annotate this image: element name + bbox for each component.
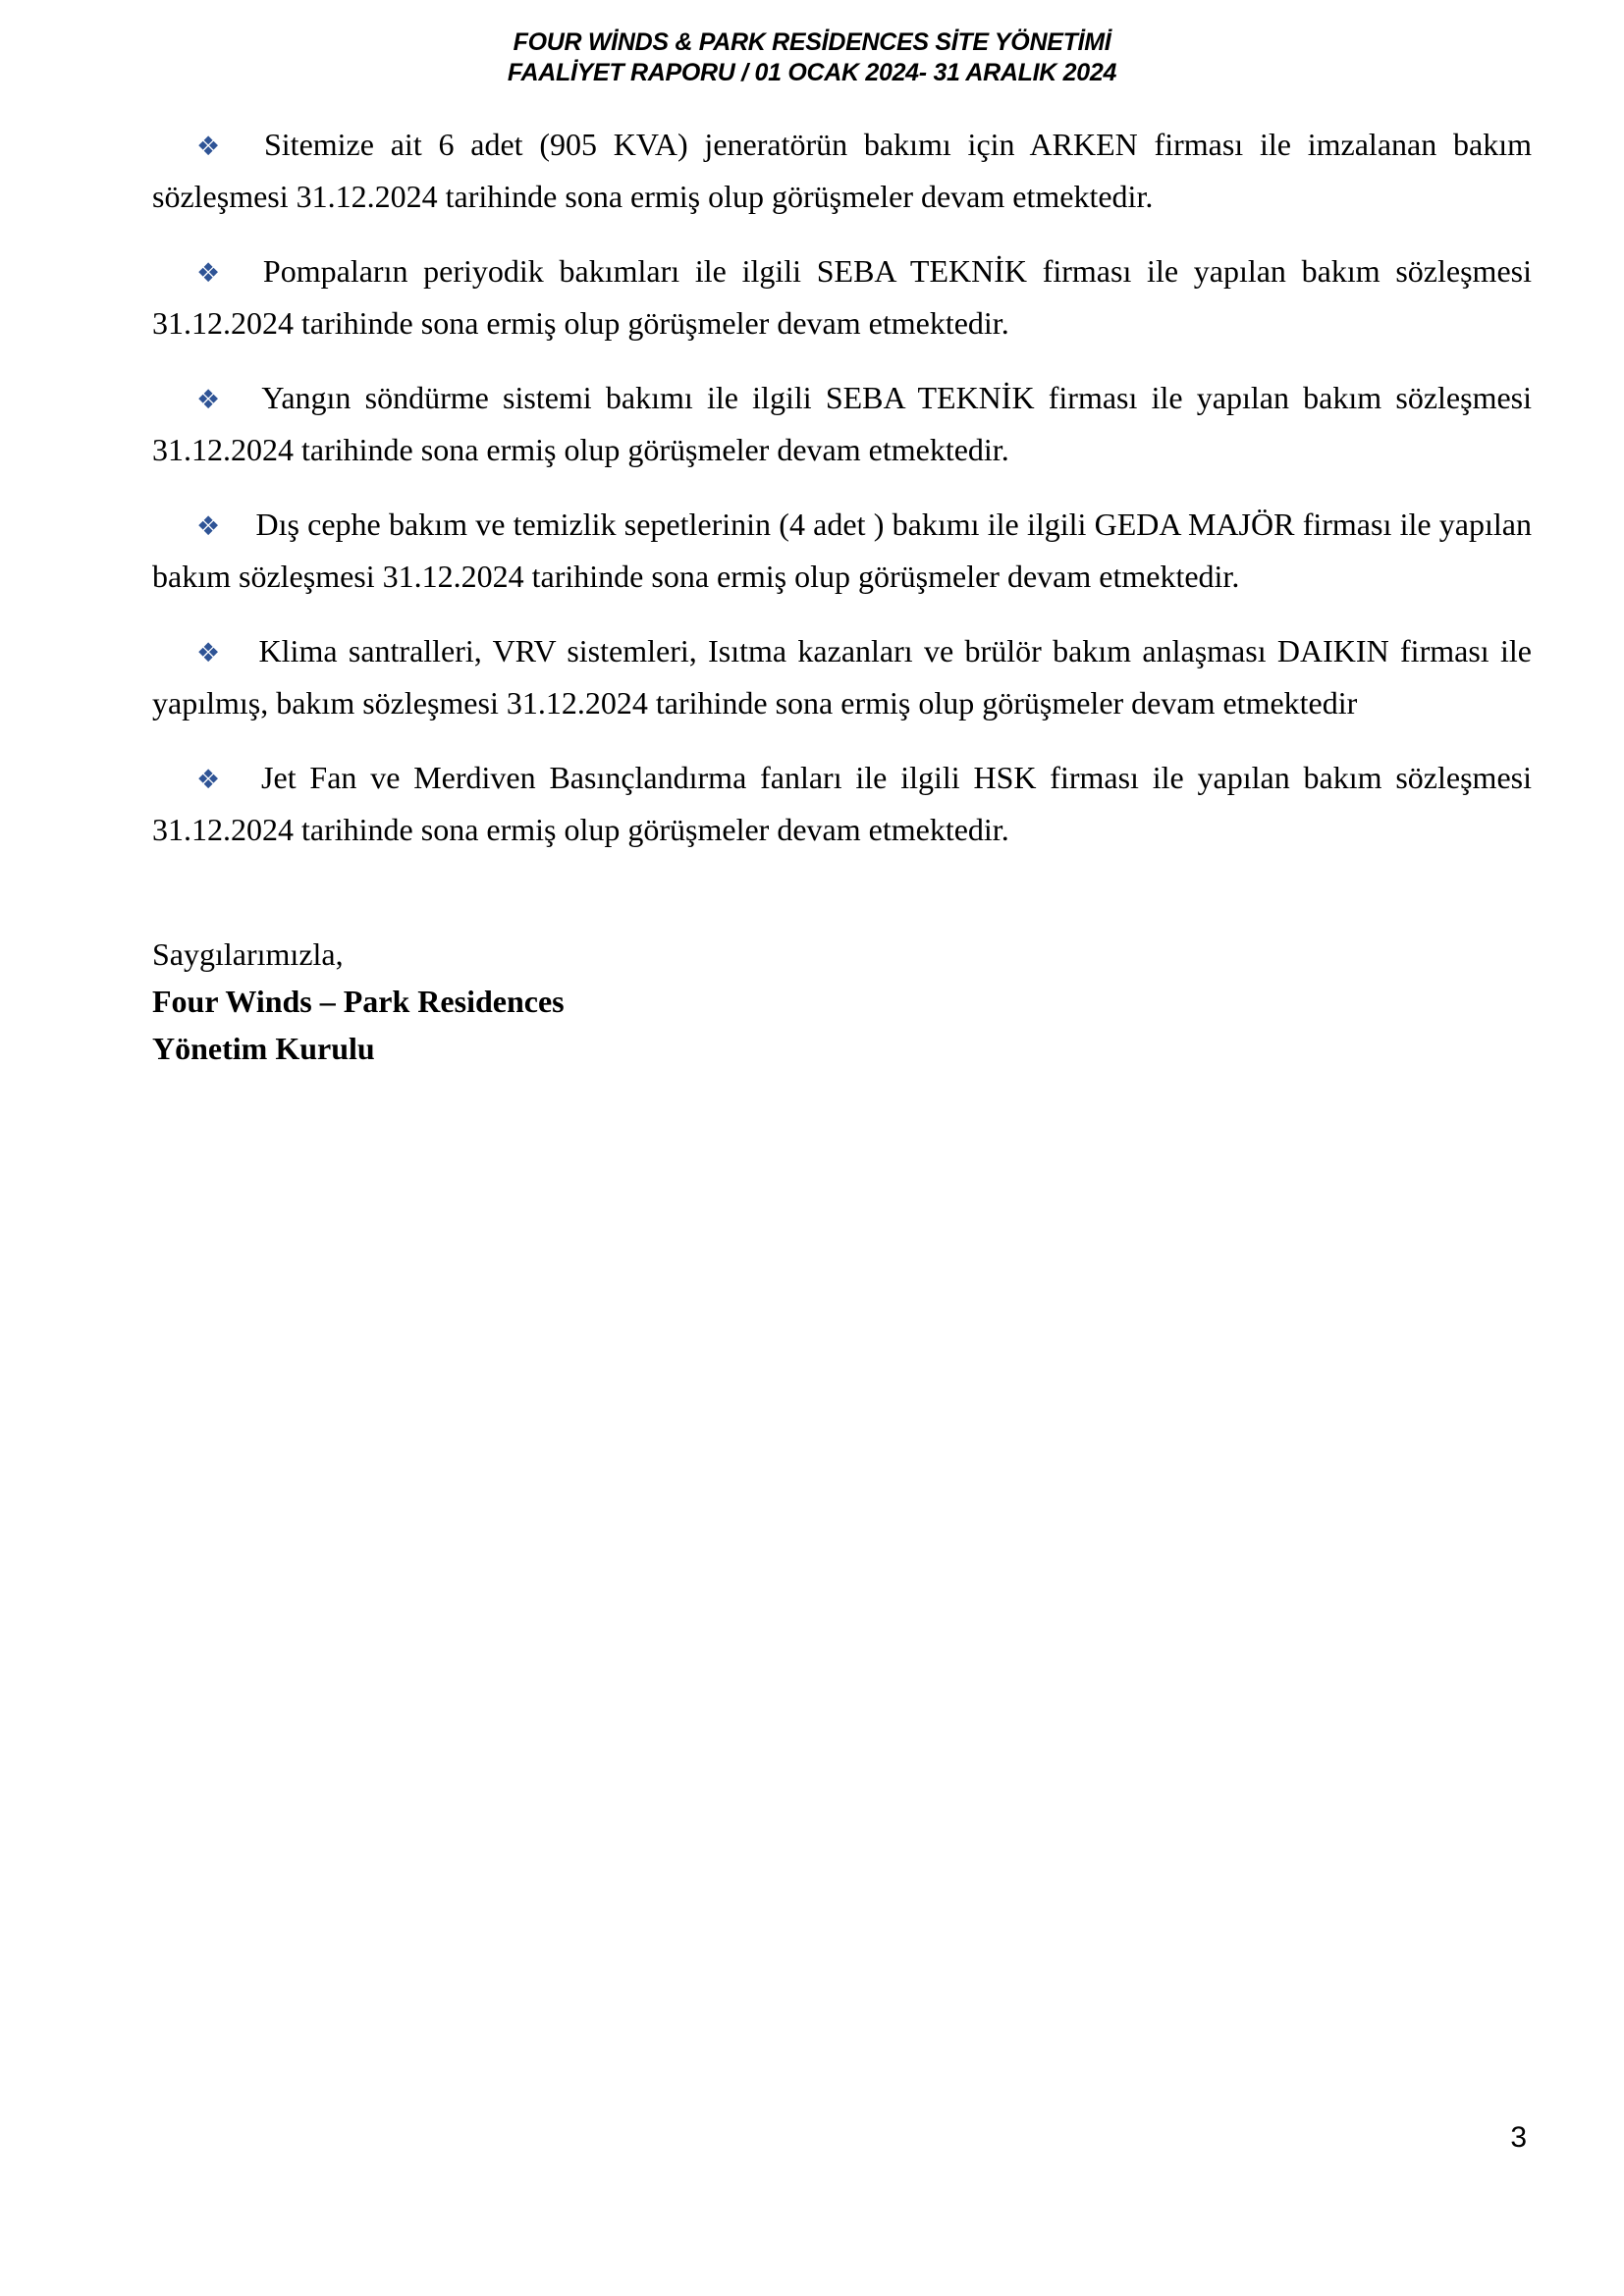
- diamond-bullet-icon: ❖: [196, 765, 227, 795]
- diamond-bullet-icon: ❖: [196, 511, 221, 542]
- bullet-item-hvac: [152, 626, 1532, 727]
- bullet-item-fire-system: [152, 373, 1532, 474]
- bullet-text: Dış cephe bakım ve temizlik sepetlerinin (4 adet ) bakımı ile ilgili GEDA MAJÖR firması ile yapılan bakım sözleşmesi 31.12.2024 tarihinde sona ermiş olup görüşmeler devam etmektedir.: [152, 507, 1532, 594]
- header-title-line2: FAALİYET RAPORU / 01 OCAK 2024- 31 ARALIK 2024: [507, 59, 1117, 86]
- tab-spacer: [229, 154, 264, 155]
- diamond-bullet-icon: ❖: [196, 385, 227, 415]
- bullet-item-facade: [152, 500, 1532, 601]
- diamond-bullet-icon: ❖: [196, 638, 224, 668]
- bullet-item-generator: [152, 120, 1532, 221]
- diamond-bullet-icon: ❖: [196, 258, 228, 289]
- bullet-text: Pompaların periyodik bakımları ile ilgili SEBA TEKNİK firması ile yapılan bakım sözleşmesi 31.12.2024 tarihinde sona ermiş olup görüşmeler devam etmektedir.: [152, 253, 1532, 341]
- tab-spacer: [228, 281, 263, 282]
- bullet-text: Yangın söndürme sistemi bakımı ile ilgili SEBA TEKNİK firması ile yapılan bakım sözleşmesi 31.12.2024 tarihinde sona ermiş olup görüşmeler devam etmektedir.: [152, 380, 1533, 467]
- signature-block: [152, 931, 1532, 1072]
- bullet-text: Jet Fan ve Merdiven Basınçlandırma fanları ile ilgili HSK firması ile yapılan bakım sözleşmesi 31.12.2024 tarihinde sona ermiş olup görüşmeler devam etmektedir.: [152, 760, 1532, 847]
- report-body: [152, 120, 1532, 1072]
- page-header: [0, 27, 1624, 88]
- header-title-line1: FOUR WİNDS & PARK RESİDENCES SİTE YÖNETİMİ: [513, 28, 1111, 56]
- signature-role: Yönetim Kurulu: [152, 1031, 375, 1066]
- diamond-bullet-icon: ❖: [196, 132, 229, 162]
- bullet-text: Klima santralleri, VRV sistemleri, Isıtma kazanları ve brülör bakım anlaşması DAIKIN firması ile yapılmış, bakım sözleşmesi 31.12.2024 tarihinde sona ermiş olup görüşmeler devam etmektedir: [152, 633, 1532, 721]
- tab-spacer: [224, 661, 259, 662]
- bullet-text: Sitemize ait 6 adet (905 KVA) jeneratörün bakımı için ARKEN firması ile imzalanan bakım sözleşmesi 31.12.2024 tarihinde sona ermiş olup görüşmeler devam etmektedir.: [152, 127, 1532, 214]
- bullet-item-jet-fan: [152, 753, 1532, 854]
- tab-spacer: [226, 787, 261, 788]
- tab-spacer: [220, 534, 255, 535]
- bullet-item-pumps: [152, 246, 1532, 347]
- tab-spacer: [226, 407, 261, 408]
- page-number: 3: [1510, 2121, 1527, 2154]
- signature-closing: Saygılarımızla,: [152, 936, 344, 972]
- signature-organization: Four Winds – Park Residences: [152, 984, 565, 1019]
